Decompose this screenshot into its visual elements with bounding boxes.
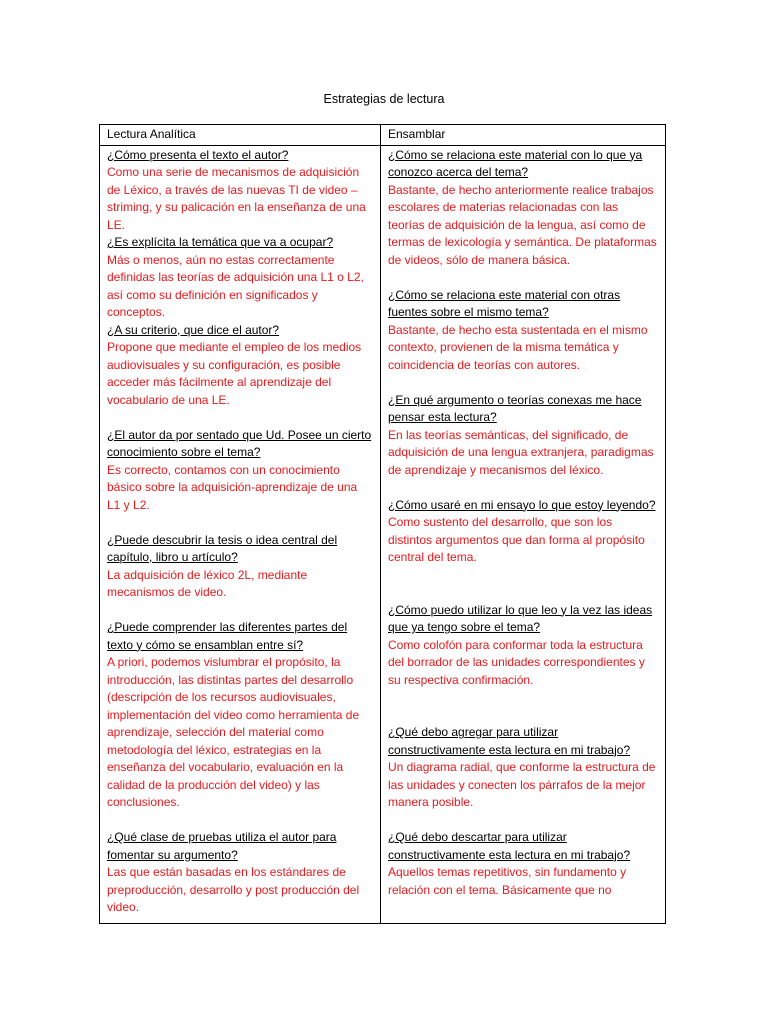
- answer-text: Bastante, de hecho esta sustentada en el mismo contexto, provienen de la misma temática y coincidencia de teorías con autores.: [388, 322, 648, 372]
- question-text: ¿A su criterio, que dice el autor?: [107, 322, 280, 337]
- question-text: ¿Cómo puedo utilizar lo que leo y la vez las ideas que ya tengo sobre el tema?: [388, 602, 653, 634]
- right-qa-block: [388, 724, 658, 812]
- question-text: ¿Qué debo agregar para utilizar constructivamente esta lectura en mi trabajo?: [388, 725, 631, 757]
- answer-text: Un diagrama radial, que conforme la estructura de las unidades y conecten los párrafos de la mejor manera posible.: [388, 760, 656, 809]
- question-text: ¿Cómo se relaciona este material con otras fuentes sobre el mismo tema?: [388, 287, 621, 319]
- right-qa-block: [388, 497, 658, 567]
- answer-text: Es correcto, contamos con un conocimiento básico sobre la adquisición-aprendizaje de una L1 y L2.: [107, 462, 358, 512]
- left-qa-block: [107, 829, 373, 917]
- answer-text: Como sustento del desarrollo, que son los distintos argumentos que dan forma al propósito central del tema.: [388, 515, 645, 564]
- right-qa-list: [388, 147, 658, 900]
- header-ensamblar: Ensamblar: [381, 125, 666, 146]
- left-column-cell: [100, 145, 381, 923]
- answer-text: La adquisición de léxico 2L, mediante mecanismos de video.: [107, 567, 308, 599]
- left-qa-block: [107, 619, 373, 812]
- table-header-row: [100, 125, 666, 146]
- answer-text: Propone que mediante el empleo de los medios audiovisuales y su configuración, es posible acceder más fácilmente al aprendizaje del vocabulario de una LE.: [107, 340, 362, 407]
- question-text: ¿Qué debo descartar para utilizar constructivamente esta lectura en mi trabajo?: [388, 830, 631, 862]
- right-qa-block: [388, 602, 658, 690]
- left-qa-block: [107, 234, 373, 322]
- answer-text: A priori, podemos vislumbrar el propósito, la introducción, las distintas partes del desarrollo (descripción de los recursos audiovisuales, implementación del video como herramienta de aprendizaje, selección del material como metodología del léxico, estrategias en la enseñanza del vocabulario, evaluación en la calidad de la producción del video) y las conclusiones.: [107, 655, 360, 809]
- answer-text: Más o menos, aún no estas correctamente definidas las teorías de adquisición una L1 o L2, así como su definición en significados y conceptos.: [107, 252, 364, 319]
- strategies-table: [99, 124, 666, 924]
- question-text: ¿Cómo se relaciona este material con lo que ya conozco acerca del tema?: [388, 147, 643, 179]
- right-qa-block: [388, 147, 658, 270]
- question-text: ¿El autor da por sentado que Ud. Posee un cierto conocimiento sobre el tema?: [107, 427, 372, 459]
- right-qa-block: [388, 287, 658, 375]
- right-qa-block: [388, 829, 658, 899]
- question-text: ¿Puede descubrir la tesis o idea central del capítulo, libro u artículo?: [107, 532, 338, 564]
- question-text: ¿Qué clase de pruebas utiliza el autor para fomentar su argumento?: [107, 830, 337, 862]
- page-title: Estrategias de lectura: [323, 92, 445, 106]
- answer-text: En las teorías semánticas, del significado, de adquisición de una lengua extranjera, paradigmas de aprendizaje y mecanismos del léxico.: [388, 427, 654, 477]
- question-text: ¿Cómo usaré en mi ensayo lo que estoy leyendo?: [388, 497, 656, 512]
- question-text: ¿Cómo presenta el texto el autor?: [107, 147, 289, 162]
- left-qa-block: [107, 147, 373, 235]
- question-text: ¿Es explícita la temática que va a ocupar?: [107, 235, 334, 249]
- question-text: ¿En qué argumento o teorías conexas me hace pensar esta lectura?: [388, 392, 642, 424]
- right-qa-block: [388, 392, 658, 480]
- right-column-cell: [381, 145, 666, 923]
- answer-text: Como una serie de mecanismos de adquisición de Léxico, a través de las nuevas TI de video – striming, y su palicación en la enseñanza de una LE.: [107, 165, 366, 232]
- left-qa-block: [107, 427, 373, 515]
- table-body-row: [100, 145, 666, 923]
- left-qa-block: [107, 322, 373, 410]
- answer-text: Las que están basadas en los estándares de preproducción, desarrollo y post producción del video.: [107, 865, 360, 914]
- answer-text: Bastante, de hecho anteriormente realice trabajos escolares de materias relacionadas con las teorías de adquisición de la lengua, así como de termas de lexicología y semántica. De plataformas de videos, sólo de manera básica.: [388, 182, 657, 267]
- header-lectura-analitica: Lectura Analítica: [100, 125, 381, 146]
- answer-text: Aquellos temas repetitivos, sin fundamento y relación con el tema. Básicamente que no: [388, 865, 627, 897]
- question-text: ¿Puede comprender las diferentes partes del texto y cómo se ensamblan entre sí?: [107, 620, 348, 652]
- answer-text: Como colofón para conformar toda la estructura del borrador de las unidades correspondientes y su respectiva confirmación.: [388, 637, 645, 687]
- left-qa-block: [107, 532, 373, 602]
- left-qa-list: [107, 147, 373, 917]
